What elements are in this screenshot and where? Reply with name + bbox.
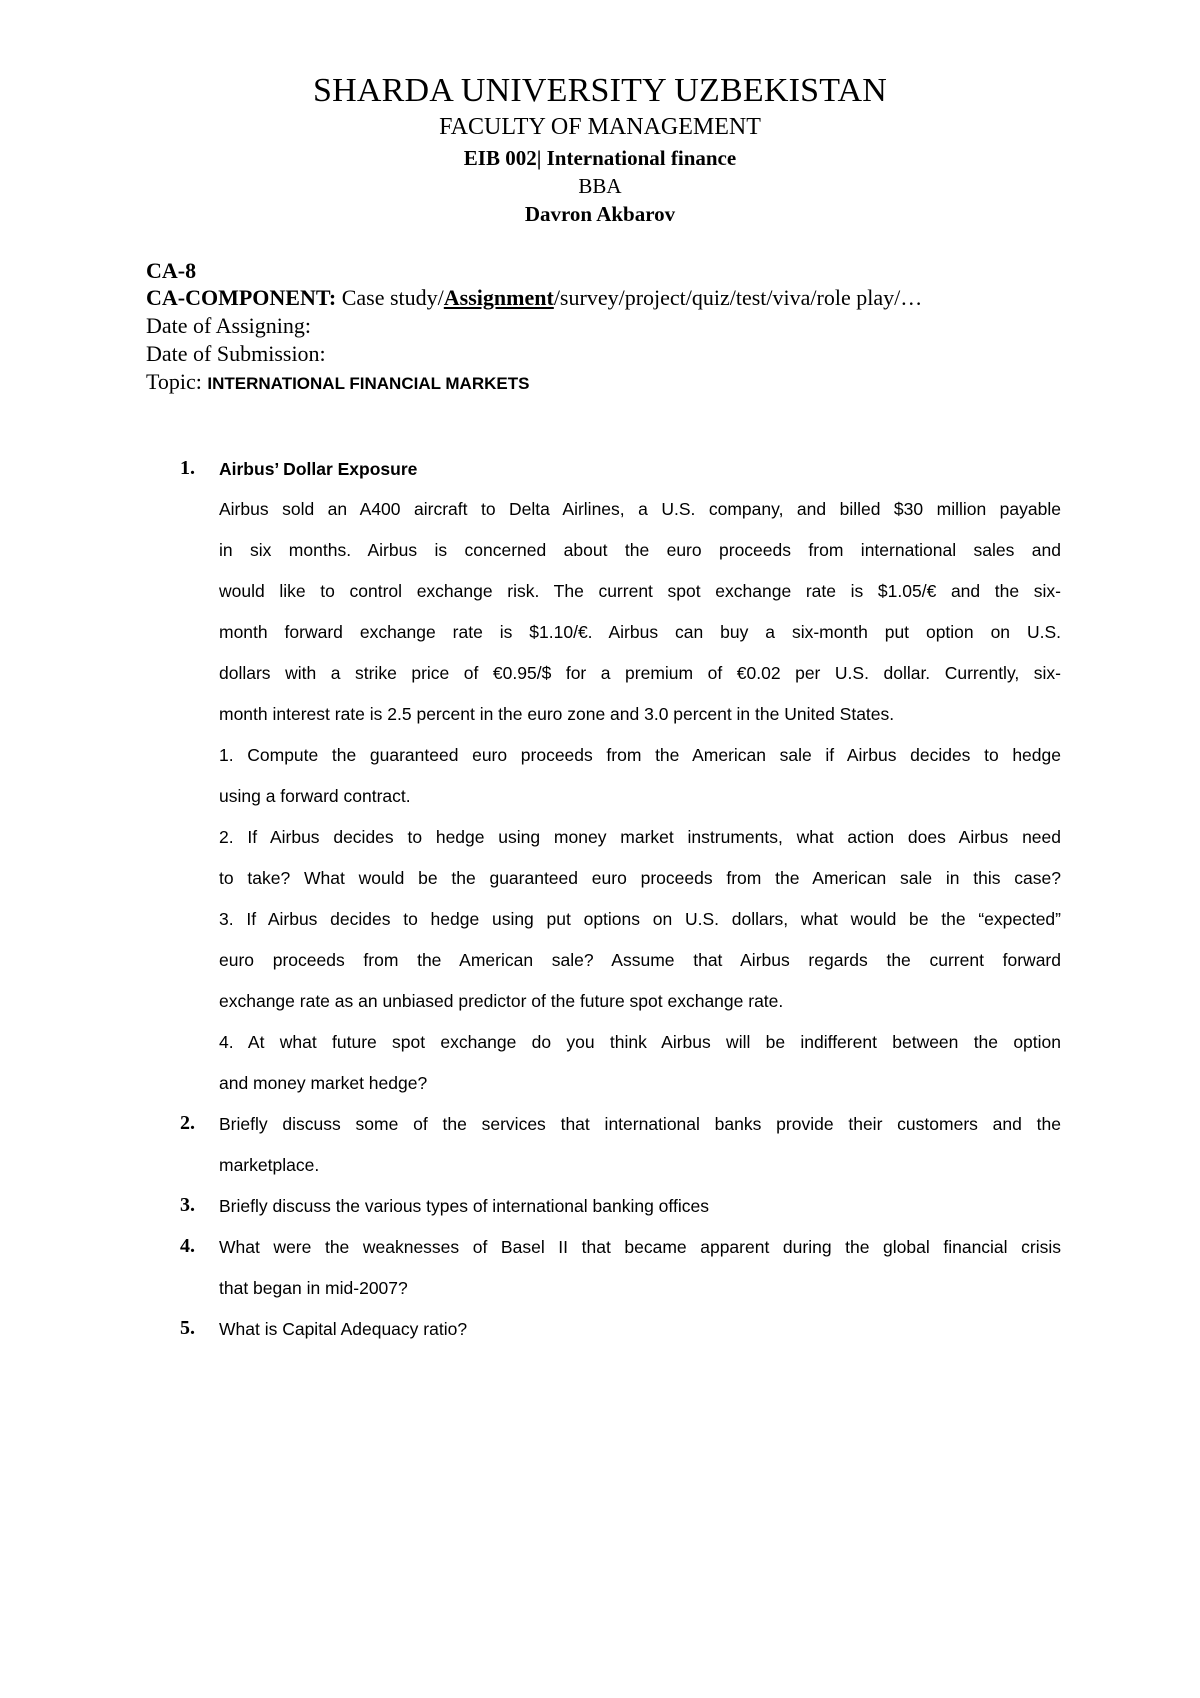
question-number: 3. xyxy=(180,1194,195,1216)
question-line: Briefly discuss some of the services that international banks provide their customers and the xyxy=(219,1114,1061,1134)
question-line: Briefly discuss the various types of international banking offices xyxy=(219,1196,709,1216)
university-title: SHARDA UNIVERSITY UZBEKISTAN xyxy=(313,72,887,109)
question-line: month forward exchange rate is $1.10/€. Airbus can buy a six-month put option on U.S. xyxy=(219,622,1061,642)
question-line: month interest rate is 2.5 percent in the euro zone and 3.0 percent in the United States. xyxy=(219,704,895,724)
question-line: 3. If Airbus decides to hedge using put options on U.S. dollars, what would be the “expected” xyxy=(219,909,1061,929)
program-name: BBA xyxy=(578,174,622,198)
faculty-title: FACULTY OF MANAGEMENT xyxy=(439,114,761,140)
date-of-submission: Date of Submission: xyxy=(146,341,326,366)
question-line: euro proceeds from the American sale? Assume that Airbus regards the current forward xyxy=(219,950,1061,970)
question-number: 2. xyxy=(180,1112,195,1134)
question-number: 5. xyxy=(180,1317,195,1339)
question-line: that began in mid-2007? xyxy=(219,1278,408,1298)
ca-component-before: Case study/ xyxy=(341,285,444,310)
question-line: and money market hedge? xyxy=(219,1073,428,1093)
ca-component xyxy=(146,285,922,311)
ca-number: CA-8 xyxy=(146,258,197,283)
question-line: in six months. Airbus is concerned about the euro proceeds from international sales and xyxy=(219,540,1061,560)
question-title: Airbus’ Dollar Exposure xyxy=(219,459,418,479)
question-line: Airbus sold an A400 aircraft to Delta Airlines, a U.S. company, and billed $30 million payable xyxy=(219,499,1061,519)
question-line: 4. At what future spot exchange do you think Airbus will be indifferent between the option xyxy=(219,1032,1061,1052)
topic xyxy=(146,369,529,395)
date-of-assigning: Date of Assigning: xyxy=(146,313,311,338)
question-line: 2. If Airbus decides to hedge using money market instruments, what action does Airbus need xyxy=(219,827,1061,847)
topic-label: Topic: xyxy=(146,369,202,394)
question-line: to take? What would be the guaranteed euro proceeds from the American sale in this case? xyxy=(219,868,1061,888)
question-line: using a forward contract. xyxy=(219,786,411,806)
question-line: 1. Compute the guaranteed euro proceeds from the American sale if Airbus decides to hedge xyxy=(219,745,1061,765)
question-line: marketplace. xyxy=(219,1155,320,1175)
question-line: exchange rate as an unbiased predictor of the future spot exchange rate. xyxy=(219,991,784,1011)
topic-value: INTERNATIONAL FINANCIAL MARKETS xyxy=(207,374,530,393)
question-line: What were the weaknesses of Basel II that became apparent during the global financial crisis xyxy=(219,1237,1061,1257)
teacher-name: Davron Akbarov xyxy=(524,202,676,226)
question-line: would like to control exchange risk. The current spot exchange rate is $1.05/€ and the six- xyxy=(219,581,1061,601)
question-number: 1. xyxy=(180,457,195,479)
ca-component-label: CA-COMPONENT: xyxy=(146,285,337,310)
course-title: EIB 002| International finance xyxy=(463,146,737,170)
question-number: 4. xyxy=(180,1235,195,1257)
question-line: What is Capital Adequacy ratio? xyxy=(219,1319,468,1339)
question-line: dollars with a strike price of €0.95/$ for a premium of €0.02 per U.S. dollar. Currently, six- xyxy=(219,663,1061,683)
ca-component-after: /survey/project/quiz/test/viva/role play/… xyxy=(553,285,923,310)
ca-component-selected: Assignment xyxy=(443,285,554,310)
